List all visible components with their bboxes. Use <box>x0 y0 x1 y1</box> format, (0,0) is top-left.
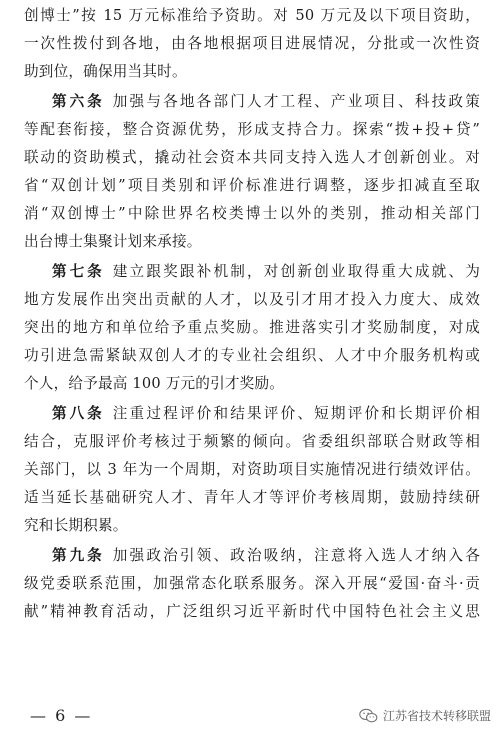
text-line: 个人，给予最高 100 万元的引才奖励。 <box>24 375 285 392</box>
text-line: 究和长期积累。 <box>24 517 128 534</box>
article-7-first-line <box>52 262 480 282</box>
text-line: 联动的资助模式，撬动社会资本共同支持入选人才创新创业。对 <box>24 149 480 166</box>
watermark <box>359 708 491 724</box>
text-line: 等配套衔接，整合资源优势，形成支持合力。探索“拨+投+贷” <box>24 121 480 138</box>
text-line: 关部门，以 3 年为一个周期，对资助项目实施情况进行绩效评估。 <box>24 461 480 478</box>
text-line: 加强与各地各部门人才工程、产业项目、科技政策 <box>112 93 480 110</box>
text-line: 省“双创计划”项目类别和评价标准进行调整，逐步扣减直至取 <box>24 177 480 194</box>
text-line: 功引进急需紧缺双创人才的专业社会组织、人才中介服务机构或 <box>24 347 480 364</box>
text-line: 出台博士集聚计划来承接。 <box>24 233 202 250</box>
text-line: 加强政治引领、政治吸纳，注意将入选人才纳入各 <box>112 547 480 564</box>
text-line: 助到位，确保用当其时。 <box>24 63 187 80</box>
text-line: 建立跟奖跟补机制，对创新创业取得重大成就、为 <box>112 263 480 280</box>
article-9-first-line <box>52 546 480 566</box>
text-line: 献”精神教育活动，广泛组织习近平新时代中国特色社会主义思 <box>24 603 480 620</box>
article-8-label: 第八条 <box>52 405 105 422</box>
article-8-first-line <box>52 404 480 424</box>
wechat-icon <box>359 708 378 724</box>
page-number: — 6 — <box>30 706 93 725</box>
text-line: 地方发展作出突出贡献的人才，以及引才用才投入力度大、成效 <box>24 291 480 308</box>
text-line: 创博士”按 15 万元标准给予资助。对 50 万元及以下项目资助， <box>24 7 480 24</box>
article-7-label: 第七条 <box>52 263 105 280</box>
text-line: 结合，克服评价考核过于频繁的倾向。省委组织部联合财政等相 <box>24 433 480 450</box>
watermark-text: 江苏省技术转移联盟 <box>382 709 491 723</box>
text-line: 一次性拨付到各地，由各地根据项目进展情况，分批或一次性资 <box>24 35 480 52</box>
text-line: 突出的地方和单位给予重点奖励。推进落实引才奖励制度，对成 <box>24 319 480 336</box>
text-line: 适当延长基础研究人才、青年人才等评价考核周期，鼓励持续研 <box>24 489 480 506</box>
article-9-label: 第九条 <box>52 547 105 564</box>
article-6-label: 第六条 <box>52 93 105 110</box>
text-line: 级党委联系范围，加强常态化联系服务。深入开展“爱国·奋斗·贡 <box>24 575 480 592</box>
text-line: 注重过程评价和结果评价、短期评价和长期评价相 <box>112 405 480 422</box>
article-6-first-line <box>52 92 480 112</box>
text-line: 消“双创博士”中除世界名校类博士以外的类别，推动相关部门 <box>24 205 480 222</box>
